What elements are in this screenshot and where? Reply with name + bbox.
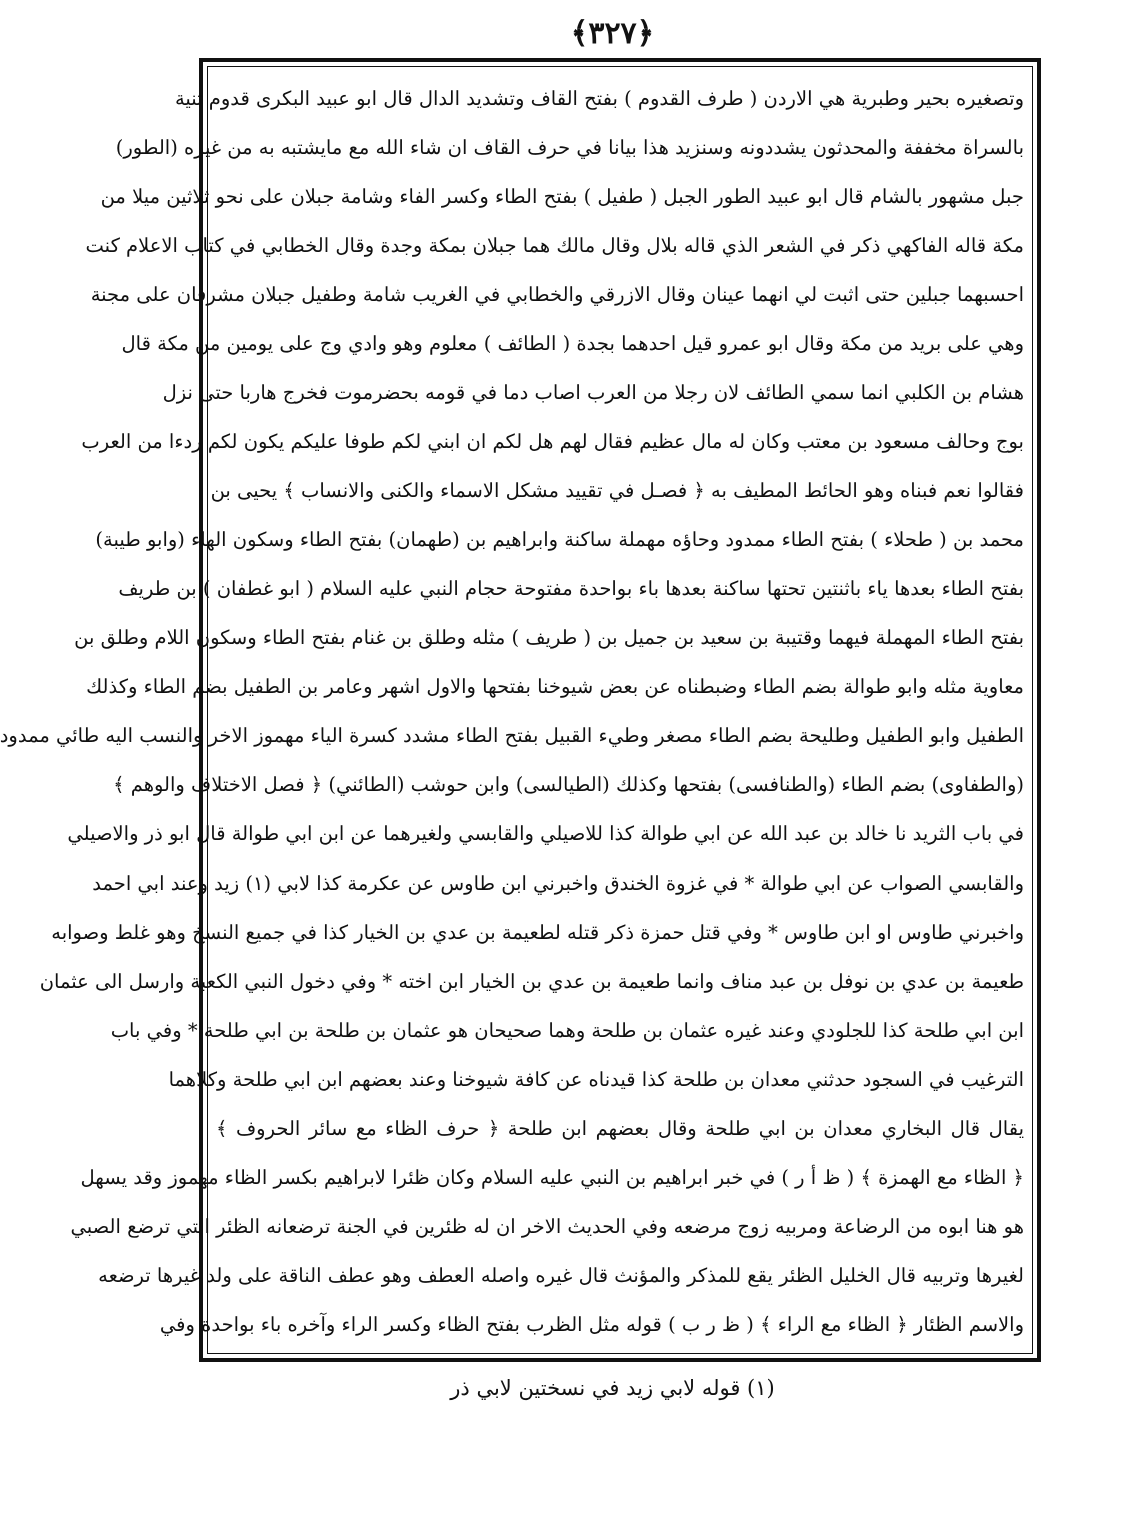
text-line-3: جبل مشهور بالشام قال ابو عبيد الطور الجبل ( طفيل ) بفتح الطاء وكسر الفاء وشامة جبلان على نحو ثلاثين ميلا من (100, 185, 1024, 209)
text-line-2: بالسراة مخففة والمحدثون يشددونه وسنزيد هذا بيانا في حرف القاف ان شاء الله مع مايشتبه به من غيره (الطور) (115, 136, 1024, 160)
text-line-22: يقال قال البخاري معدان بن ابي طلحة وقال بعضهم ابن طلحة ﴿ حرف الظاء مع سائر الحروف ﴾ (216, 1116, 1024, 1140)
text-line-19: طعيمة بن عدي بن نوفل بن عبد مناف وانما طعيمة بن عدي بن الخيار ابن اخته * وفي دخول النبي الكعبة وارسل الى عثمان (39, 969, 1024, 993)
text-line-5: احسبهما جبلين حتى اثبت لي انهما عينان وقال الازرقي والخطابي في الغريب شامة وطفيل جبلان مشرفان على مجنة (90, 283, 1024, 307)
page-number: ﴿٣٢٧﴾ (570, 16, 655, 51)
text-line-20: ابن ابي طلحة كذا للجلودي وعند غيره عثمان بن طلحة وهما صحيحان هو عثمان بن طلحة بن ابي طلحة * وفي باب (110, 1018, 1024, 1042)
text-line-1: وتصغيره بحير وطبرية هي الاردن ( طرف القدوم ) بفتح القاف وتشديد الدال قال ابو عبيد البكرى قدوم ثنية (174, 87, 1024, 110)
text-line-4: مكة قاله الفاكهي ذكر في الشعر الذي قاله بلال وقال مالك هما جبلان بمكة وجدة وقال الخطابي في كتاب الاعلام كنت (85, 234, 1024, 258)
text-line-24: هو هنا ابوه من الرضاعة ومربيه زوج مرضعه وفي الحديث الاخر ان له ظئرين في الجنة ترضعانه الظئر التي ترضع الصبي (70, 1214, 1024, 1238)
text-line-11: بفتح الطاء بعدها ياء باثنتين تحتها ساكنة بعدها باء بواحدة مفتوحة حجام النبي عليه السلام ( ابو غطفان ) بن طريف (118, 577, 1024, 601)
text-line-25: لغيرها وتربيه قال الخليل الظئر يقع للمذكر والمؤنث قال غيره واصله العطف وهو عطف الناقة على ولد غيرها ترضعه (98, 1263, 1024, 1287)
text-line-26: والاسم الظئار ﴿ الظاء مع الراء ﴾ ( ظ ر ب ) قوله مثل الظرب بفتح الظاء وكسر الراء وآخره باء بواحدة وفي (159, 1312, 1024, 1336)
text-line-8: بوج وحالف مسعود بن معتب وكان له مال عظيم فقال لهم هل لكم ان ابني لكم طوفا عليكم يكون لكم ردءا من العرب (81, 430, 1024, 454)
text-body (0, 66, 1033, 1354)
text-line-15: (والطفاوى) بضم الطاء (والطنافسى) بفتحها وكذلك (الطيالسى) وابن حوشب (الطائني) ﴿ فصل الاختلاف والوهم ﴾ (113, 773, 1024, 797)
text-line-12: بفتح الطاء المهملة فيهما وقتيبة بن سعيد بن جميل بن ( طريف ) مثله وطلق بن غنام بفتح الطاء وسكون اللام وطلق بن (74, 626, 1024, 650)
text-line-6: وهي على بريد من مكة وقال ابو عمرو قيل احدهما بجدة ( الطائف ) معلوم وهو وادي وج على يومين من مكة قال (121, 332, 1024, 356)
text-line-21: الترغيب في السجود حدثني معدان بن طلحة كذا قيدناه عن كافة شيوخنا وعند بعضهم ابن ابي طلحة وكلاهما (168, 1067, 1024, 1091)
text-frame (0, 58, 1041, 1362)
text-line-13: معاوية مثله وابو طوالة بضم الطاء وضبطناه عن بعض شيوخنا بفتحها والاول اشهر وعامر بن الطفيل بضم الطاء وكذلك (86, 675, 1024, 699)
footnote: (١) قوله لابي زيد في نسختين لابي ذر (450, 1376, 775, 1400)
text-line-14: الطفيل وابو الطفيل وطليحة بضم الطاء مصغر وطيء القبيل بفتح الطاء مشدد كسرة الياء مهموز الاخر والنسب اليه طائي ممدود (0, 724, 1024, 748)
text-line-7: هشام بن الكلبي انما سمي الطائف لان رجلا من العرب اصاب دما في قومه بحضرموت فخرج هاربا حتى نزل (162, 381, 1024, 405)
text-line-18: واخبرني طاوس او ابن طاوس * وفي قتل حمزة ذكر قتله لطعيمة بن عدي بن الخيار كذا في جميع النسخ وهو غلط وصوابه (51, 920, 1024, 944)
text-line-9: فقالوا نعم فبناه وهو الحائط المطيف به ﴿ فصـل في تقييد مشكل الاسماء والكنى والانساب ﴾ يحيى بن (210, 479, 1024, 503)
text-line-23: ﴿ الظاء مع الهمزة ﴾ ( ظ أ ر ) في خبر ابراهيم بن النبي عليه السلام وكان ظئرا لابراهيم بكسر الظاء مهموز وقد يسهل (80, 1165, 1024, 1189)
text-line-10: محمد بن ( طحلاء ) بفتح الطاء ممدود وحاؤه مهملة ساكنة وابراهيم بن (طهمان) بفتح الطاء وسكون الهاء (وابو طيبة) (95, 528, 1024, 552)
text-line-16: في باب الثريد نا خالد بن عبد الله عن ابي طوالة كذا للاصيلي والقابسي ولغيرهما عن ابن ابي طوالة قال ابو ذر والاصيلي (67, 822, 1024, 846)
text-line-17: والقابسي الصواب عن ابي طوالة * في غزوة الخندق واخبرني ابن طاوس عن عكرمة كذا لابي (١) زيد وعند ابي احمد (92, 871, 1024, 895)
